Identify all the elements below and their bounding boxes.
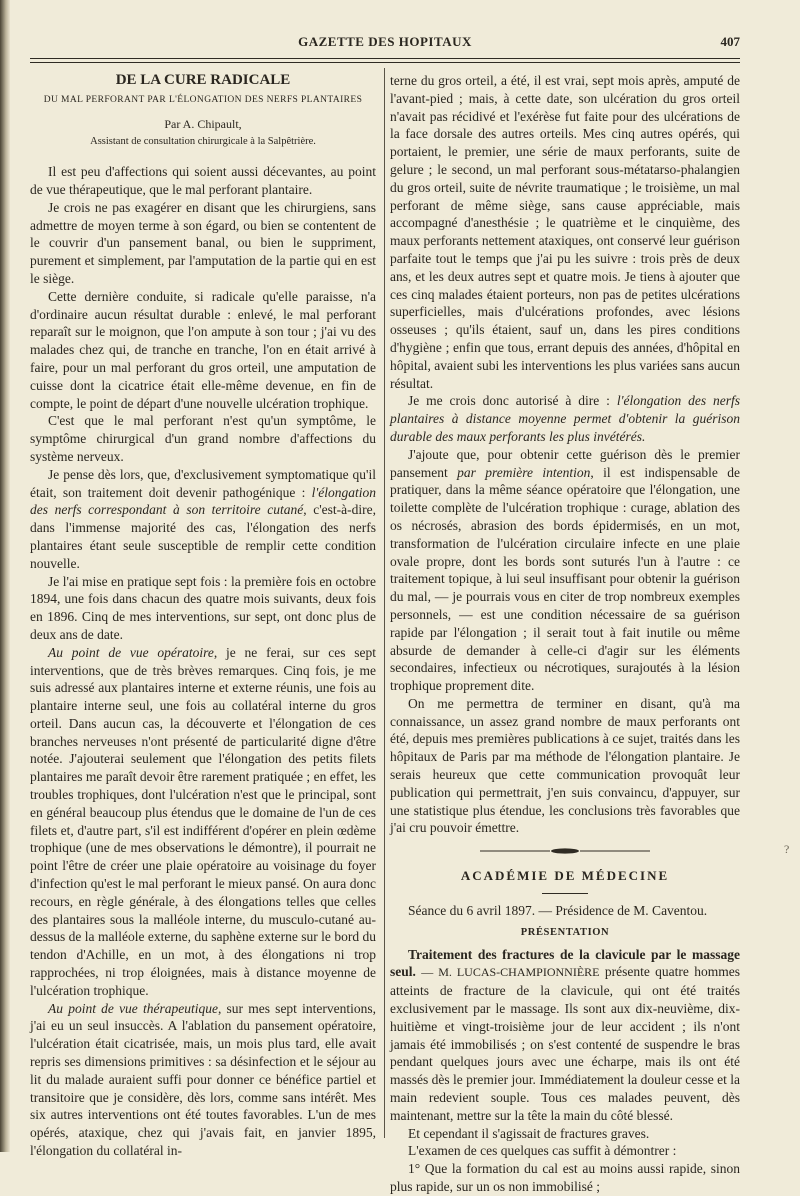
paragraph	[390, 392, 740, 445]
paragraph: Je l'ai mise en pratique sept fois : la première fois en octobre 1894, une fois dans chacun des quatre mois suivants, deux fois en 1896. Cinq de mes interventions, sur sept, ont donc plus de deux ans de date.	[30, 573, 376, 642]
paragraph	[30, 644, 376, 1000]
paragraph	[390, 446, 740, 695]
page-header	[30, 30, 740, 56]
paragraph: C'est que le mal perforant n'est qu'un symptôme, le symptôme chirurgical d'un grand nombre d'affections du système nerveux.	[30, 413, 376, 464]
text-run: J'ajoute que, pour obtenir cette guérison dès le premier pansement	[390, 446, 740, 480]
article-subtitle: DU MAL PERFORANT PAR L'ÉLONGATION DES NERFS PLANTAIRES	[43, 94, 363, 105]
item-author: — M. LUCAS-CHAMPIONNIÈRE	[421, 965, 600, 980]
paragraph	[390, 946, 740, 1125]
page-number: 407	[720, 34, 740, 49]
article-author: Par A. Chipault,	[164, 116, 242, 131]
left-column	[30, 72, 376, 1160]
text-run: , je ne ferai, sur ces sept interventions, que de très brèves remarques. Cinq fois, je me suis adressé aux plantaires interne et externe réunis, une fois au plantaire interne seul, une fois au collatéral interne du gros orteil. Dans aucun cas, la découverte et l'élongation de ces branches nerveuses n'ont présenté de particularité digne d'être notée. J'ajouterai seulement que l'élongation des petits filets plantaires me paraît devoir être rarement pratiquée ; en effet, les troubles trophiques, dont l'ulcération n'est que le principal, sont en général beaucoup plus étendus que le domaine de l'un de ces filets et, d'autre part, s'il est indifférent d'opérer en plein œdème trophique (une de mes observations le démontre), il pourrait ne point l'être de créer une plaie opératoire au voisinage du foyer d'infection qu'est le mal perforant le mieux pansé. On aura donc recours, en règle générale, à des élongations telles que celles des plantaires sous la malléole interne, du musculo-cutané au-dessus de la malléole externe, du saphène externe sur le bord du tendon d'Achille, en un mot, à des élongations ni trop rapprochées, ni trop éloignées, mais à distance moyenne de l'ulcération trophique.	[30, 644, 376, 998]
paragraph: Et cependant il s'agissait de fractures graves.	[408, 1125, 650, 1141]
text-run: , il est indispensable de pratiquer, dans la même séance opératoire que l'élongation, une toilette complète de l'ulcération trophique : curage, ablation des os nécrosés, abrasion des bords épidermisés, en un mot, transformation de l'ulcération circulaire infecte en une plaie ovale propre, dont les bords sont suturés l'un à l'autre : ce traitement topique, à lui seul insuffisant pour obtenir la guérison du mal, — je pourrais vous en citer de trop nombreux exemples personnels, — est une condition nécessaire de sa guérison rapide par l'élongation ; il serait tout à fait inutile ou même absurde de demander à celle-ci d'agir sur les éléments secondaires, infectieux ou nécrotiques, surajoutés à la lésion trophique proprement dite.	[390, 464, 741, 694]
paragraph: Cette dernière conduite, si radicale qu'elle paraisse, n'a d'ordinaire aucun résultat durable : enlevé, le mal perforant reparaît sur le moignon, que l'on ampute à son tour ; j'ai vu des malades chez qui, de tranche en tranche, l'on en était arrivé à faire, pour un mal perforant du gros orteil, une amputation de cuisse dont la cicatrice était elle-même devenue, en fin de compte, le point de départ d'une nouvelle ulcération trophique.	[30, 288, 376, 411]
text-run: , c'est-à-dire, dans l'immense majorité des cas, l'élongation des nerfs plantaires étant seule susceptible de remplir cette condition nouvelle.	[30, 502, 376, 571]
ornamental-divider	[390, 847, 740, 855]
column-divider	[384, 68, 385, 1138]
paragraph: On me permettra de terminer en disant, qu'à ma connaissance, un assez grand nombre de maux perforants ont été, depuis mes premières publications à ce sujet, traités dans les hôpitaux de Paris par ma méthode de l'élongation plantaire. Je serais heureux que cette communication provoquât leur publication qui permettrait, j'en suis convaincu, d'appuyer, sur une statistique plus étendue, les conclusions très favorables que j'ai cru pouvoir émettre.	[390, 695, 740, 836]
section-title: ACADÉMIE DE MÉDECINE	[460, 868, 670, 884]
subsection-title: PRÉSENTATION	[520, 926, 610, 938]
paragraph: Je crois ne pas exagérer en disant que les chirurgiens, sans admettre de moyen terme à son égard, ou bien se contentent de le couvrir d'un pansement banal, ou bien le suppriment, purement et simplement, par l'amputation de la partie qui en est le siège.	[30, 199, 376, 286]
paragraph: terne du gros orteil, a été, il est vrai, sept mois après, amputé de l'avant-pied ; mais, à cette date, son ulcération du gros orteil n'avait pas récidivé et l'exérèse fut faite pour des ulcérations de la face dorsale des autres orteils. Mes cinq autres opérés, qui portaient, le premier, une série de maux perforants, suite de gelure ; le second, un mal perforant sous-métatarso-phalangien du gros orteil, suite de névrite traumatique ; le troisième, un mal perforant de même siège, sans cause appréciable, mais accompagné d'anesthésie ; le quatrième et le cinquième, des maux perforants nettement ataxiques, ont conservé leur guérison parfaite tout le temps que j'ai pu les suivre : trois près de deux ans, et les deux autres sept et quatre mois. Je tiens à ajouter que ces cinq malades étaient porteurs, non pas de petites ulcérations superficielles, mais d'ulcérations profondes, avec lésions osseuses ; qu'ils étaient, sauf un, dans les pires conditions d'hygiène ; enfin que tous, errant depuis des années, d'hôpital en hôpital, avaient subi les interventions les plus variées sans aucun résultat.	[390, 73, 740, 391]
emphasis: Au point de vue opératoire	[48, 644, 214, 660]
journal-title: GAZETTE DES HOPITAUX	[298, 34, 472, 49]
emphasis: l'élongation des nerfs plantaires à distance moyenne permet d'obtenir la guérison durable des maux perforants les plus invétérés.	[390, 393, 740, 444]
emphasis: Au point de vue thérapeutique	[48, 1000, 218, 1016]
section-rule	[542, 893, 588, 894]
session-line: Séance du 6 avril 1897. — Présidence de M. Caventou.	[408, 903, 708, 919]
paragraph	[30, 466, 376, 573]
article-title: DE LA CURE RADICALE	[115, 72, 291, 88]
paragraph: Il est peu d'affections qui soient aussi décevantes, au point de vue thérapeutique, que le mal perforant plantaire.	[30, 164, 376, 197]
margin-annotation: ?	[784, 842, 790, 856]
item-title: Traitement des fractures de la clavicule par le massage seul.	[390, 946, 740, 980]
paragraph: 1° Que la formation du cal est au moins aussi rapide, sinon plus rapide, sur un os non immobilisé ;	[390, 1161, 740, 1195]
emphasis: l'élongation des nerfs correspondant à son territoire cutané	[30, 484, 376, 518]
text-run: présente quatre hommes atteints de fracture de la clavicule, qui ont été traités exclusivement par le massage. Ils sont aux dix-neuvième, dix-huitième et vingt-troisième jour de leur accident ; ils n'ont jamais été immobilisés ; on s'est contenté de suspendre le bras pendant quelques jours avec une écharpe, mais ils ont été massés dès le premier jour. Immédiatement la douleur cesse et la main redevient souple. Tous ces malades peuvent, dès maintenant, mettre sur la tête la main du côté blessé.	[390, 964, 740, 1123]
emphasis: par première intention	[457, 464, 591, 480]
header-rule-top	[30, 58, 740, 59]
right-column	[390, 72, 740, 1196]
header-rule-bottom	[30, 62, 740, 63]
text-run: , sur mes sept interventions, j'ai eu un seul insuccès. A l'ablation du pansement opératoire, l'ulcération était cicatrisée, mais, un mois plus tard, elle avait repris ses dimensions primitives : sa désinfection et le séjour au lit du malade auraient suffi pour donner ce bénéfice partiel et transitoire que je considère, dès lors, comme sans intérêt. Mes six autres interventions ont été toutes favorables. L'un de mes opérés, ataxique, chez qui j'avais fait, en janvier 1895, l'élongation du collatéral in-	[30, 1000, 376, 1159]
page-spine-shadow	[0, 0, 10, 1152]
author-affiliation: Assistant de consultation chirurgicale à la Salpêtrière.	[90, 136, 316, 148]
text-run: Je me crois donc autorisé à dire :	[408, 393, 617, 409]
text-run: Je pense dès lors, que, d'exclusivement symptomatique qu'il était, son traitement doit devenir pathogénique :	[30, 466, 376, 500]
paragraph: L'examen de ces quelques cas suffit à démontrer :	[408, 1143, 677, 1159]
paragraph	[30, 1000, 376, 1160]
